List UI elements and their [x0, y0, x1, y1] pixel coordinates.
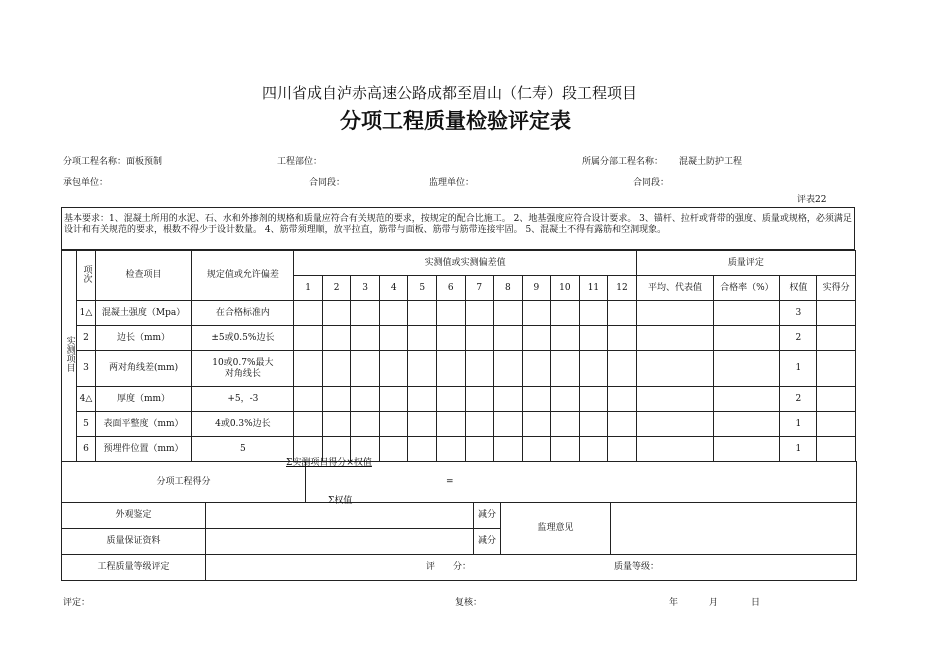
table-row	[62, 412, 856, 437]
location-label: 工程部位：	[277, 157, 323, 167]
quality-header: 质量评定	[636, 251, 855, 276]
row-weight: 1	[780, 437, 817, 462]
col-10: 10	[551, 276, 580, 301]
row-item: 边长（mm）	[95, 326, 192, 351]
score-field-label: 评 分：	[426, 562, 472, 572]
row-spec: 4或0.3%边长	[192, 412, 294, 437]
row-seq: 4△	[77, 387, 95, 412]
side-label-cell	[62, 251, 77, 462]
quality-docs-deduct: 减分	[474, 529, 501, 555]
row-spec	[192, 351, 294, 387]
table-row	[62, 326, 856, 351]
row-seq: 2	[77, 326, 95, 351]
grade-eval-cell	[206, 555, 857, 581]
year-label: 年	[669, 598, 679, 608]
col-9: 9	[522, 276, 551, 301]
reviewer-label: 复核：	[455, 598, 483, 608]
grade-field-label: 质量等级：	[614, 562, 660, 572]
page-title: 分项工程质量检验评定表	[340, 109, 571, 133]
day-label: 日	[751, 598, 761, 608]
score-header: 实得分	[817, 276, 856, 301]
table-row	[62, 387, 856, 412]
row-spec: ±5或0.5%边长	[192, 326, 294, 351]
pass-rate-header: 合格率（%）	[714, 276, 780, 301]
basic-requirements: 基本要求：1、混凝土所用的水泥、石、水和外掺剂的规格和质量应符合有关规范的要求，按规定的配合比施工。 2、地基强度应符合设计要求。 3、锚杆、拉杆或背带的强度、质量或规格，必须满足设计和有关规范的要求，根数不得少于设计数量。 4、筋带须理顺，放平拉直，筋带与面板、筋带与筋带连接牢固。 5、混凝土不得有露筋和空洞现象。	[61, 207, 855, 250]
weight-header: 权值	[780, 276, 817, 301]
col-12: 12	[608, 276, 637, 301]
row-item: 两对角线差(mm)	[95, 351, 192, 387]
row-weight: 2	[780, 387, 817, 412]
row-weight: 2	[780, 326, 817, 351]
formula-top: Σ实测项目得分×权值	[286, 458, 372, 468]
col-3: 3	[351, 276, 380, 301]
quality-docs-value	[206, 529, 474, 555]
spec-header: 规定值或允许偏差	[192, 251, 294, 301]
supervisor-label: 监理单位：	[429, 178, 475, 188]
col-5: 5	[408, 276, 437, 301]
row-spec-line1: 10或0.7%最大	[212, 357, 274, 368]
row-seq: 5	[77, 412, 95, 437]
table-row	[62, 437, 856, 462]
inspection-table	[61, 250, 856, 462]
col-2: 2	[322, 276, 351, 301]
row-item: 表面平整度（mm）	[95, 412, 192, 437]
parent-value: 混凝土防护工程	[679, 157, 743, 167]
supervision-label: 监理意见	[501, 503, 611, 555]
appearance-deduct: 减分	[474, 503, 501, 529]
col-1: 1	[294, 276, 323, 301]
parent-label: 所属分部工程名称：	[582, 157, 664, 167]
side-label: 实测项目	[64, 336, 75, 372]
project-name: 四川省成自泸赤高速公路成都至眉山（仁寿）段工程项目	[262, 84, 638, 102]
subitem-name: 分项工程名称：面板预制	[63, 157, 163, 167]
seq-header	[77, 251, 95, 301]
item-header: 检查项目	[95, 251, 192, 301]
col-7: 7	[465, 276, 494, 301]
row-seq: 1△	[77, 301, 95, 326]
row-weight: 1	[780, 351, 817, 387]
form-number: 评表22	[797, 195, 827, 205]
supervision-value	[611, 503, 857, 555]
score-label: 分项工程得分	[62, 462, 306, 503]
row-spec-line2: 对角线长	[224, 368, 261, 379]
formula-bottom: Σ权值	[328, 496, 353, 506]
col-11: 11	[579, 276, 608, 301]
contract2-label: 合同段：	[633, 178, 670, 188]
table-row	[62, 351, 856, 387]
row-spec: 5	[192, 437, 294, 462]
contract1-label: 合同段：	[309, 178, 346, 188]
col-8: 8	[494, 276, 523, 301]
contractor-label: 承包单位：	[63, 178, 109, 188]
row-item: 预埋件位置（mm）	[95, 437, 192, 462]
row-seq: 6	[77, 437, 95, 462]
evaluator-label: 评定：	[63, 598, 91, 608]
row-weight: 3	[780, 301, 817, 326]
avg-header: 平均、代表值	[636, 276, 713, 301]
table-row	[62, 301, 856, 326]
col-6: 6	[437, 276, 466, 301]
col-4: 4	[379, 276, 408, 301]
score-formula-cell	[286, 458, 857, 506]
appearance-label: 外观鉴定	[62, 503, 206, 529]
row-spec: +5，-3	[192, 387, 294, 412]
month-label: 月	[709, 598, 719, 608]
row-spec: 在合格标准内	[192, 301, 294, 326]
formula-equals: =	[446, 477, 454, 487]
row-item: 厚度（mm）	[95, 387, 192, 412]
measured-header: 实测值或实测偏差值	[294, 251, 636, 276]
seq-header-text: 项次	[81, 264, 92, 283]
row-weight: 1	[780, 412, 817, 437]
grade-eval-label: 工程质量等级评定	[62, 555, 206, 581]
row-seq: 3	[77, 351, 95, 387]
evaluation-table	[61, 458, 857, 581]
row-item: 混凝土强度（Mpa）	[95, 301, 192, 326]
quality-docs-label: 质量保证资料	[62, 529, 206, 555]
